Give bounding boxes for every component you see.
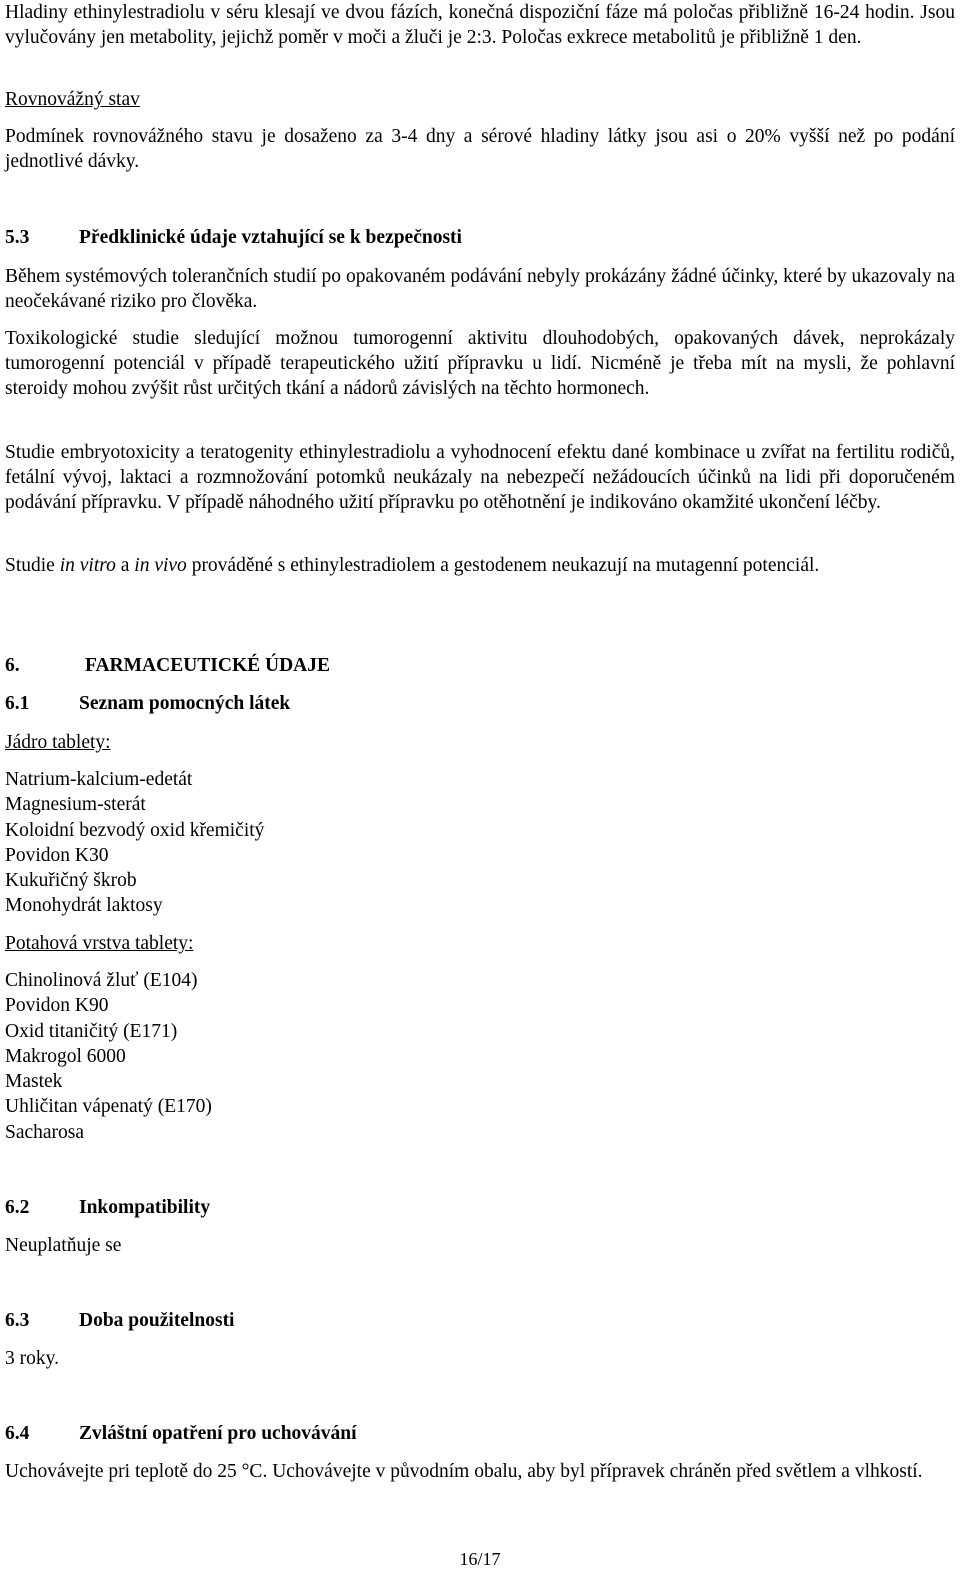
paragraph-mutagenicity (5, 553, 955, 578)
list-item: Chinolinová žluť (E104) (5, 970, 198, 991)
heading-6 (5, 653, 330, 678)
paragraph-steady-state: Podmínek rovnovážného stavu je dosaženo za 3-4 dny a sérové hladiny látky jsou asi o 20% vyšší než po podání jednotlivé dávky. (5, 126, 955, 172)
heading-5-3-number: 5.3 (5, 227, 30, 248)
heading-6-3-title: Doba použitelnosti (79, 1310, 235, 1331)
incompatibility-text: Neuplatňuje se (5, 1235, 122, 1256)
mutagenicity-end: prováděné s ethinylestradiolem a gestodenem neukazují na mutagenní potenciál. (186, 555, 820, 576)
paragraph-embryotoxicity: Studie embryotoxicity a teratogenity ethinylestradiolu a vyhodnocení efektu dané kombinace u zvířat na fertilitu rodičů, fetální vývoj, laktaci a rozmnožování potomků neukázaly na nebezpečí nežádoucích účinků na lidi při doporučeném podávání přípravku. V případě náhodného užití přípravku po otěhotnění je indikováno okamžité ukončení léčby. (5, 442, 955, 513)
list-item: Uhličitan vápenatý (E170) (5, 1096, 212, 1118)
storage-text: Uchovávejte pri teplotě do 25 °C. Uchovávejte v původním obalu, aby byl přípravek chráněn před světlem a vlhkostí. (5, 1461, 923, 1482)
list-item: Kukuřičný škrob (5, 870, 137, 892)
heading-6-1-number: 6.1 (5, 693, 30, 714)
heading-6-number: 6. (5, 655, 20, 676)
heading-6-4 (5, 1421, 357, 1446)
page-number: 16/17 (459, 1549, 501, 1569)
shelf-life-text: 3 roky. (5, 1348, 59, 1369)
mutagenicity-in-vivo: in vivo (134, 555, 187, 576)
heading-5-3 (5, 225, 462, 250)
list-item: Monohydrát laktosy (5, 895, 163, 917)
list-item: Povidon K90 (5, 995, 109, 1017)
list-item: Natrium-kalcium-edetát (5, 769, 193, 790)
mutagenicity-and: a (115, 555, 135, 576)
list-item: Sacharosa (5, 1121, 85, 1143)
coating-ingredients-list (5, 968, 212, 1145)
subheading-steady-state: Rovnovážný stav (5, 89, 140, 110)
coating-label: Potahová vrstva tablety: (5, 933, 194, 954)
mutagenicity-in-vitro: in vitro (59, 555, 116, 576)
list-item: Mastek (5, 1071, 63, 1093)
mutagenicity-start: Studie (5, 555, 60, 576)
heading-6-4-title: Zvláštní opatření pro uchovávání (79, 1423, 357, 1444)
heading-6-3 (5, 1308, 234, 1333)
paragraph-elimination: Hladiny ethinylestradiolu v séru klesají ve dvou fázích, konečná dispoziční fáze má poločas přibližně 16-24 hodin. Jsou vylučovány jen metabolity, jejichž poměr v moči a žluči je 2:3. Poločas exkrece metabolitů je přibližně 1 den. (5, 2, 955, 48)
heading-6-2 (5, 1195, 210, 1220)
heading-5-3-title: Předklinické údaje vztahující se k bezpečnosti (79, 227, 462, 248)
heading-6-1-title: Seznam pomocných látek (79, 693, 291, 714)
list-item: Magnesium-sterát (5, 794, 146, 816)
heading-6-1 (5, 691, 290, 716)
paragraph-tolerance: Během systémových tolerančních studií po opakovaném podávání nebyly prokázány žádné účinky, které by ukazovaly na neočekávané riziko pro člověka. (5, 266, 955, 312)
heading-6-2-title: Inkompatibility (79, 1197, 211, 1218)
list-item: Oxid titaničitý (E171) (5, 1020, 178, 1042)
heading-6-2-number: 6.2 (5, 1197, 30, 1218)
heading-6-title: FARMACEUTICKÉ ÚDAJE (85, 655, 331, 676)
list-item: Makrogol 6000 (5, 1045, 126, 1067)
core-label: Jádro tablety: (5, 732, 111, 753)
list-item: Koloidní bezvodý oxid křemičitý (5, 819, 265, 841)
paragraph-toxicology: Toxikologické studie sledující možnou tumorogenní aktivitu dlouhodobých, opakovaných dávek, neprokázaly tumorogenní potenciál v případě terapeutického užití přípravku u lidí. Nicméně je třeba mít na mysli, že pohlavní steroidy mohou zvýšit růst určitých tkání a nádorů závislých na těchto hormonech. (5, 328, 955, 399)
heading-6-3-number: 6.3 (5, 1310, 30, 1331)
list-item: Povidon K30 (5, 844, 109, 866)
heading-6-4-number: 6.4 (5, 1423, 30, 1444)
core-ingredients-list (5, 767, 264, 919)
